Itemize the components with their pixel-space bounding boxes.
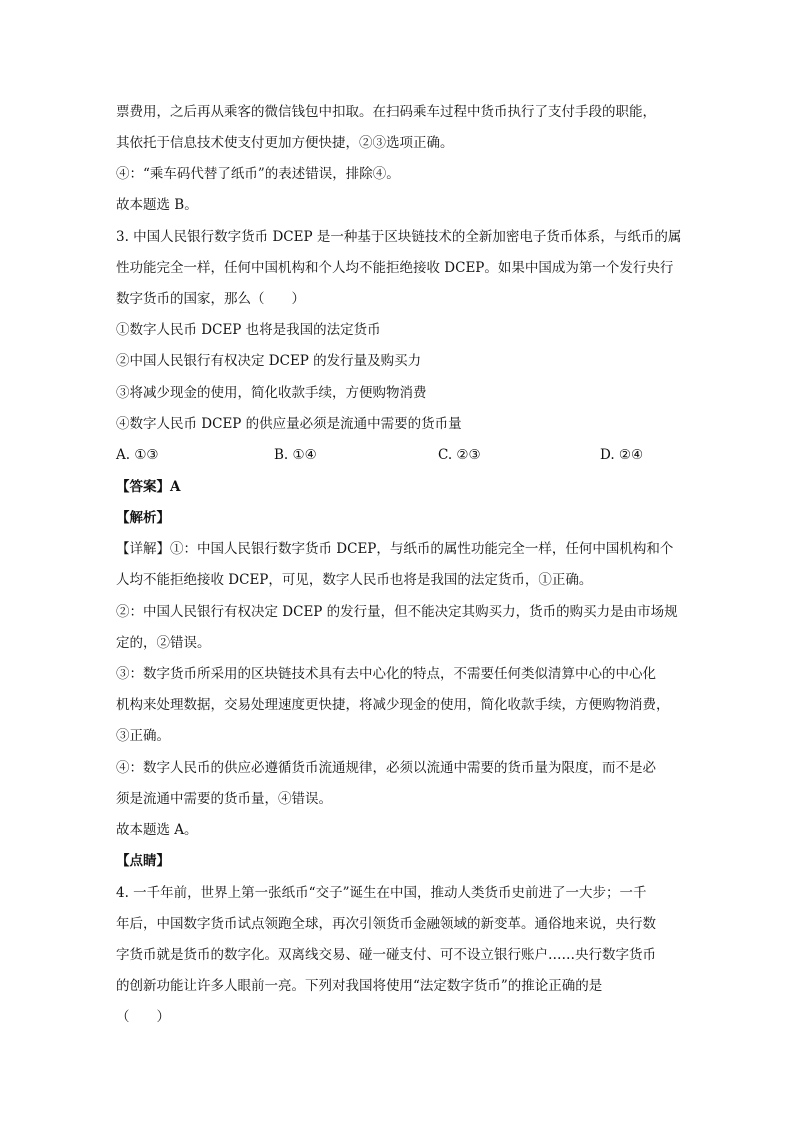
statement-3: ③将减少现金的使用，简化收款手续，方便购物消费 [116, 385, 427, 401]
option-b: B. ①④ [274, 447, 317, 463]
detail-line: 【详解】①：中国人民银行数字货币 DCEP，与纸币的属性功能完全一样，任何中国机构和个 [116, 541, 674, 557]
question-3-stem: 数字货币的国家，那么（ ） [116, 291, 305, 307]
statement-4: ④数字人民币 DCEP 的供应量必须是流通中需要的货币量 [116, 416, 462, 432]
comment-label: 【点睛】 [116, 853, 170, 869]
text-line: 票费用，之后再从乘客的微信钱包中扣取。在扫码乘车过程中货币执行了支付手段的职能， [116, 104, 656, 120]
answer-options [116, 447, 686, 465]
detail-line: ④：数字人民币的供应必遵循货币流通规律，必须以流通中需要的货币量为限度，而不是必 [116, 760, 656, 776]
question-3-stem: 3. 中国人民银行数字货币 DCEP 是一种基于区块链技术的全新加密电子货币体系，与纸币的属 [116, 229, 682, 245]
detail-line: ③：数字货币所采用的区块链技术具有去中心化的特点，不需要任何类似清算中心的中心化 [116, 666, 656, 682]
question-4-stem: 的创新功能让许多人眼前一亮。下列对我国将使用“法定数字货币”的推论正确的是 [116, 978, 603, 994]
question-4-stem: 字货币就是货币的数字化。双离线交易、碰一碰支付、可不设立银行账户……央行数字货币 [116, 947, 656, 963]
question-3-stem: 性功能完全一样，任何中国机构和个人均不能拒绝接收 DCEP。如果中国成为第一个发行央行 [116, 260, 674, 276]
option-a: A. ①③ [116, 447, 159, 463]
detail-line: 须是流通中需要的货币量，④错误。 [116, 791, 332, 807]
detail-line: ②：中国人民银行有权决定 DCEP 的发行量，但不能决定其购买力，货币的购买力是由市场规 [116, 604, 678, 620]
statement-1: ①数字人民币 DCEP 也将是我国的法定货币 [116, 322, 381, 338]
detail-line: 故本题选 A。 [116, 822, 198, 838]
detail-line: 人均不能拒绝接收 DCEP，可见，数字人民币也将是我国的法定货币，①正确。 [116, 572, 593, 588]
detail-line: 机构来处理数据，交易处理速度更快捷，将减少现金的使用，简化收款手续，方便购物消费， [116, 697, 670, 713]
detail-line: ③正确。 [116, 728, 170, 744]
analysis-label: 【解析】 [116, 510, 170, 526]
detail-line: 定的，②错误。 [116, 635, 211, 651]
question-4-stem: （ ） [116, 1009, 170, 1025]
text-line: 故本题选 B。 [116, 197, 198, 213]
statement-2: ②中国人民银行有权决定 DCEP 的发行量及购买力 [116, 353, 422, 369]
question-4-stem: 年后，中国数字货币试点领跑全球，再次引领货币金融领域的新变革。通俗地来说，央行数 [116, 916, 656, 932]
text-line: 其依托于信息技术使支付更加方便快捷，②③选项正确。 [116, 135, 454, 151]
question-4-stem: 4. 一千年前，世界上第一张纸币“交子”诞生在中国，推动人类货币史前进了一大步；一千 [116, 885, 647, 901]
text-line: ④：“乘车码代替了纸币”的表述错误，排除④。 [116, 166, 400, 182]
answer-line: 【答案】A [116, 479, 181, 495]
option-d: D. ②④ [600, 447, 644, 463]
option-c: C. ②③ [438, 447, 481, 463]
